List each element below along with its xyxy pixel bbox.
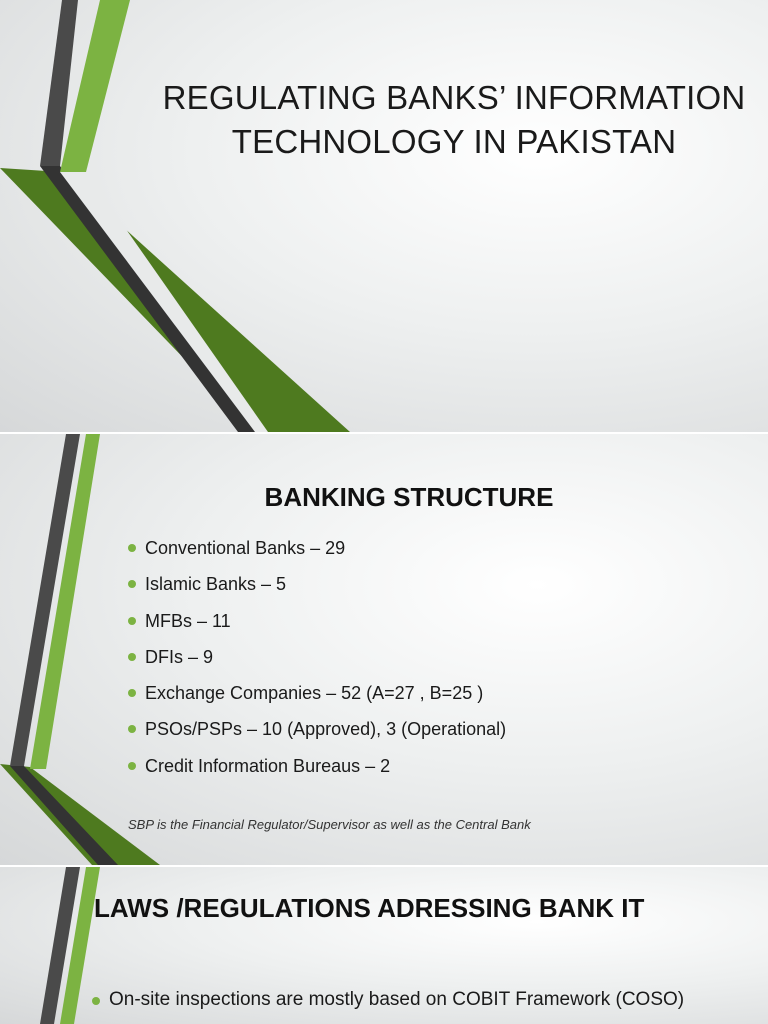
bullet-dot-icon (128, 762, 136, 770)
title-line-1: REGULATING BANKS’ INFORMATION (162, 79, 746, 116)
slide-heading: BANKING STRUCTURE (264, 482, 554, 512)
slide-decoration (0, 0, 768, 432)
slide-banking-structure (0, 434, 768, 865)
list-item: On-site inspections are mostly based on COBIT Framework (COSO) (92, 989, 684, 1011)
bullet-dot-icon (128, 689, 136, 697)
slide-title (0, 0, 768, 432)
bullet-dot-icon (128, 580, 136, 588)
bullet-dot-icon (128, 544, 136, 552)
slide-title-text (120, 76, 768, 164)
list-item: MFBs – 11 (128, 603, 506, 639)
bullet-dot-icon (128, 653, 136, 661)
list-item: Exchange Companies – 52 (A=27 , B=25 ) (128, 675, 506, 711)
footnote: SBP is the Financial Regulator/Supervisor as well as the Central Bank (128, 817, 531, 832)
bullet-dot-icon (128, 725, 136, 733)
gray-stripe-bottom (10, 766, 118, 865)
slide-heading: LAWS /REGULATIONS ADRESSING BANK IT (94, 893, 645, 923)
bullet-list (128, 530, 506, 784)
slide-laws-regulations (0, 867, 768, 1024)
list-item: Conventional Banks – 29 (128, 530, 506, 566)
title-line-2: TECHNOLOGY IN PAKISTAN (231, 123, 677, 160)
bullet-dot-icon (92, 997, 100, 1005)
list-item: PSOs/PSPs – 10 (Approved), 3 (Operational) (128, 711, 506, 747)
bullet-dot-icon (128, 617, 136, 625)
list-item: DFIs – 9 (128, 639, 506, 675)
light-stripe (60, 172, 268, 432)
list-item: Islamic Banks – 5 (128, 566, 506, 602)
list-item: Credit Information Bureaus – 2 (128, 748, 506, 784)
